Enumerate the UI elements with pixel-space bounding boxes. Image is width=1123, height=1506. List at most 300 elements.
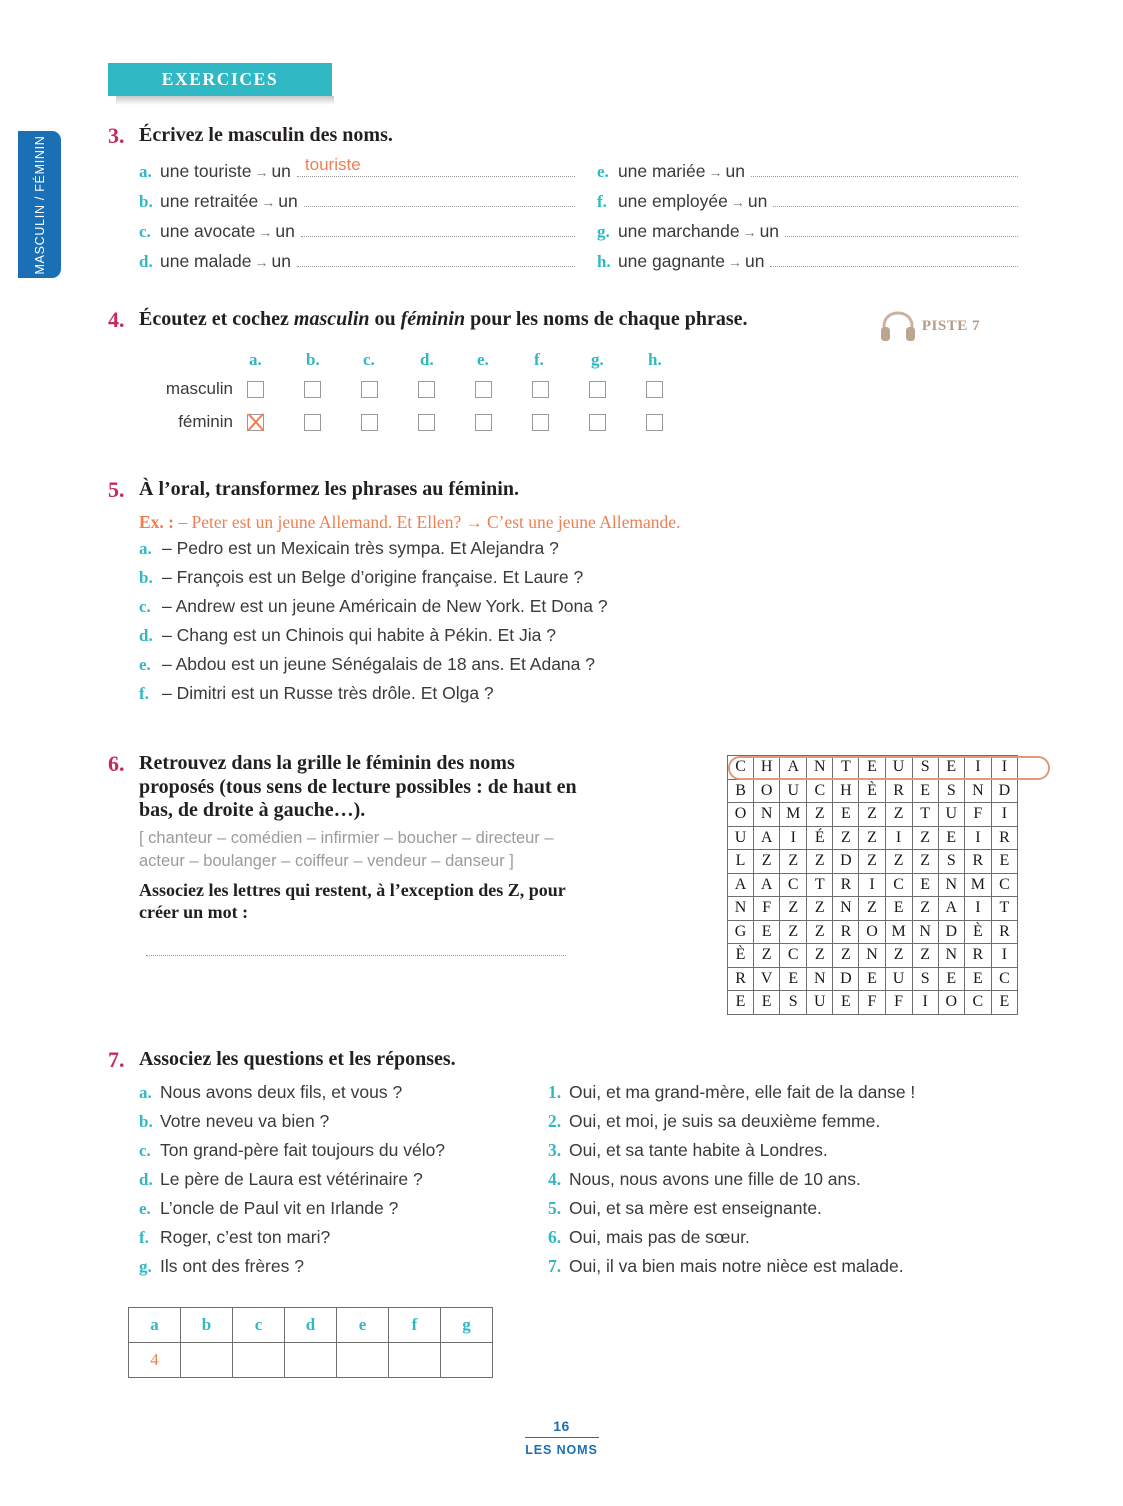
word-grid-cell[interactable]: R bbox=[964, 944, 991, 968]
word-grid-row bbox=[728, 991, 1018, 1015]
exercise-3-left-column bbox=[139, 154, 575, 279]
question-row bbox=[139, 1198, 548, 1227]
item-letter: a. bbox=[139, 161, 152, 181]
item-letter: f. bbox=[139, 683, 149, 703]
arrow-icon: → bbox=[254, 163, 269, 180]
item-letter: e. bbox=[139, 1198, 151, 1218]
word-grid-cell[interactable]: E bbox=[991, 991, 1017, 1015]
exercise-6 bbox=[108, 751, 1018, 1011]
footer-divider bbox=[525, 1437, 599, 1438]
word-grid-cell[interactable]: D bbox=[833, 967, 859, 991]
item-prompt: une mariée bbox=[617, 160, 706, 181]
answer-text: Oui, mais pas de sœur. bbox=[569, 1226, 750, 1247]
checkbox-cell bbox=[247, 381, 304, 398]
exercise-7-columns bbox=[108, 1082, 1018, 1285]
checkbox-cell bbox=[418, 381, 475, 398]
checkbox-feminin-f[interactable] bbox=[532, 414, 549, 431]
exercise-4-grid bbox=[108, 347, 1018, 439]
word-grid-cell[interactable]: A bbox=[938, 897, 964, 921]
word-grid-cell[interactable]: U bbox=[728, 826, 754, 850]
checkbox-feminin-d[interactable] bbox=[418, 414, 435, 431]
question-text: Nous avons deux fils, et vous ? bbox=[160, 1081, 403, 1102]
checkbox-masculin-f[interactable] bbox=[532, 381, 549, 398]
checkbox-feminin-h[interactable] bbox=[646, 414, 663, 431]
word-grid-cell[interactable]: E bbox=[938, 967, 964, 991]
word-grid-cell[interactable]: Z bbox=[912, 897, 938, 921]
checkbox-masculin-h[interactable] bbox=[646, 381, 663, 398]
checkbox-masculin-c[interactable] bbox=[361, 381, 378, 398]
answer-number: 4. bbox=[548, 1168, 562, 1189]
word-grid-cell[interactable]: R bbox=[833, 920, 859, 944]
question-row bbox=[139, 1256, 548, 1285]
exercise-3-item bbox=[139, 249, 575, 279]
answer-table-value-cell[interactable] bbox=[233, 1342, 285, 1377]
word-grid-cell[interactable]: É bbox=[807, 826, 833, 850]
checkbox-feminin-c[interactable] bbox=[361, 414, 378, 431]
answer-number: 7. bbox=[548, 1255, 562, 1276]
word-grid-cell[interactable]: I bbox=[912, 991, 938, 1015]
word-grid-cell[interactable]: E bbox=[859, 756, 885, 780]
word-grid-cell[interactable]: E bbox=[912, 873, 938, 897]
question-row bbox=[139, 1082, 548, 1111]
word-grid-cell[interactable]: I bbox=[991, 944, 1017, 968]
column-header: h. bbox=[648, 349, 662, 369]
word-grid-cell[interactable]: E bbox=[859, 967, 885, 991]
answer-text: Oui, et sa tante habite à Londres. bbox=[569, 1139, 828, 1160]
word-grid-cell[interactable]: A bbox=[728, 873, 754, 897]
word-grid-cell[interactable]: U bbox=[885, 756, 912, 780]
word-grid-row bbox=[728, 826, 1018, 850]
word-grid-cell[interactable]: C bbox=[780, 944, 807, 968]
word-grid-cell[interactable]: Z bbox=[807, 920, 833, 944]
word-grid-cell[interactable]: Z bbox=[780, 850, 807, 874]
answer-row bbox=[548, 1256, 1003, 1285]
checkbox-feminin-a[interactable] bbox=[247, 414, 264, 431]
word-grid-cell[interactable]: E bbox=[780, 967, 807, 991]
word-grid-cell[interactable]: F bbox=[964, 803, 991, 827]
item-letter: a. bbox=[139, 1082, 152, 1102]
answer-table-header-cell: e bbox=[337, 1307, 389, 1342]
word-grid-cell[interactable]: S bbox=[912, 967, 938, 991]
word-grid-cell[interactable]: I bbox=[780, 826, 807, 850]
title-seg: pour les noms de chaque phrase. bbox=[465, 308, 748, 330]
word-grid-cell[interactable]: N bbox=[754, 803, 780, 827]
footer-section-label: LES NOMS bbox=[525, 1443, 598, 1458]
word-grid-cell[interactable]: Z bbox=[780, 897, 807, 921]
row-label: masculin bbox=[165, 379, 233, 399]
word-grid-cell[interactable]: E bbox=[833, 803, 859, 827]
answer-number: 5. bbox=[548, 1197, 562, 1218]
answer-text: Oui, et moi, je suis sa deuxième femme. bbox=[569, 1110, 881, 1131]
checkbox-cell bbox=[361, 381, 418, 398]
exercise-5 bbox=[108, 478, 1018, 712]
word-grid-cell[interactable]: È bbox=[964, 920, 991, 944]
exercise-6-word-list: [ chanteur – comédien – infirmier – boucher – directeur – acteur – boulanger – coiffeur – vendeur – danseur ] bbox=[139, 828, 554, 871]
answer-text: Nous, nous avons une fille de 10 ans. bbox=[569, 1168, 861, 1189]
question-text: Ton grand-père fait toujours du vélo? bbox=[160, 1139, 446, 1160]
word-grid-cell[interactable]: I bbox=[964, 897, 991, 921]
question-text: Le père de Laura est vétérinaire ? bbox=[160, 1168, 423, 1189]
checkbox-masculin-g[interactable] bbox=[589, 381, 606, 398]
word-grid-cell[interactable]: Z bbox=[912, 944, 938, 968]
answer-table-value-cell[interactable] bbox=[441, 1342, 493, 1377]
checkbox-masculin-e[interactable] bbox=[475, 381, 492, 398]
answer-table-value-cell[interactable] bbox=[285, 1342, 337, 1377]
checkbox-cell bbox=[475, 381, 532, 398]
exercise-3-columns bbox=[108, 154, 1018, 279]
word-grid-cell[interactable]: E bbox=[728, 991, 754, 1015]
word-grid-cell[interactable]: E bbox=[938, 826, 964, 850]
item-letter: b. bbox=[139, 1111, 153, 1131]
word-grid-cell[interactable]: N bbox=[859, 944, 885, 968]
word-grid-cell[interactable]: O bbox=[754, 779, 780, 803]
word-grid-cell[interactable]: U bbox=[807, 991, 833, 1015]
item-letter: f. bbox=[139, 1227, 149, 1247]
word-grid-cell[interactable]: V bbox=[754, 967, 780, 991]
answer-blank[interactable] bbox=[785, 219, 1018, 237]
word-grid-cell[interactable]: D bbox=[833, 850, 859, 874]
exercise-7-answer-table[interactable] bbox=[128, 1307, 493, 1378]
item-lead: un bbox=[271, 250, 291, 271]
exercise-4-column-headers bbox=[139, 347, 1018, 373]
checkbox-cell bbox=[418, 414, 475, 431]
word-grid-cell[interactable]: Z bbox=[859, 826, 885, 850]
word-grid-cell[interactable]: C bbox=[964, 991, 991, 1015]
item-text: – Chang est un Chinois qui habite à Pékin. Et Jia ? bbox=[162, 624, 556, 645]
word-grid-row bbox=[728, 920, 1018, 944]
answer-table-value-cell[interactable]: 4 bbox=[129, 1342, 181, 1377]
word-grid-cell[interactable]: C bbox=[991, 967, 1017, 991]
word-grid-cell[interactable]: M bbox=[780, 803, 807, 827]
word-grid-cell[interactable]: I bbox=[964, 826, 991, 850]
item-prompt: une avocate bbox=[160, 220, 256, 241]
arrow-icon: → bbox=[465, 512, 483, 532]
answer-blank[interactable] bbox=[751, 159, 1018, 177]
exercise-5-number: 5. bbox=[108, 477, 125, 502]
word-grid-cell[interactable]: C bbox=[780, 873, 807, 897]
word-grid-cell[interactable]: M bbox=[885, 920, 912, 944]
answer-text: Oui, et ma grand-mère, elle fait de la danse ! bbox=[569, 1081, 916, 1102]
exercise-7-title: Associez les questions et les réponses. bbox=[139, 1048, 456, 1070]
title-seg: ou bbox=[369, 308, 401, 330]
word-grid-cell[interactable]: A bbox=[754, 873, 780, 897]
checkbox-cell bbox=[247, 414, 304, 431]
answer-text: touriste bbox=[304, 154, 361, 174]
exercise-4-title bbox=[139, 308, 748, 332]
answer-blank[interactable] bbox=[304, 189, 575, 207]
item-lead: un bbox=[745, 250, 765, 271]
item-letter: d. bbox=[139, 1169, 153, 1189]
question-text: Roger, c’est ton mari? bbox=[160, 1226, 331, 1247]
word-grid-row bbox=[728, 803, 1018, 827]
word-grid-cell[interactable]: Z bbox=[885, 803, 912, 827]
answer-table-header-cell: d bbox=[285, 1307, 337, 1342]
word-grid-cell[interactable]: C bbox=[728, 756, 754, 780]
example-text: – Peter est un jeune Allemand. Et Ellen? bbox=[178, 511, 462, 532]
word-grid-cell[interactable]: C bbox=[885, 873, 912, 897]
word-grid-cell[interactable]: R bbox=[991, 920, 1017, 944]
arrow-icon: → bbox=[258, 223, 273, 240]
exercise-6-title: Retrouvez dans la grille le féminin des noms proposés (tous sens de lecture possibles : de haut en bas, de droite à gauche…). bbox=[139, 752, 577, 822]
word-grid-cell[interactable]: N bbox=[833, 897, 859, 921]
arrow-icon: → bbox=[254, 253, 269, 270]
answer-table-value-cell[interactable] bbox=[389, 1342, 441, 1377]
answer-row bbox=[548, 1198, 1003, 1227]
banner-shadow bbox=[116, 96, 334, 105]
item-letter: a. bbox=[139, 538, 152, 558]
word-grid-cell[interactable]: R bbox=[991, 826, 1017, 850]
word-grid-cell[interactable]: C bbox=[991, 873, 1017, 897]
word-grid-cell[interactable]: B bbox=[728, 779, 754, 803]
word-grid-cell[interactable]: Z bbox=[807, 897, 833, 921]
word-grid-cell[interactable]: D bbox=[991, 779, 1017, 803]
word-grid-cell[interactable]: N bbox=[964, 779, 991, 803]
item-lead: un bbox=[278, 190, 298, 211]
answer-blank[interactable] bbox=[297, 154, 575, 177]
exercise-3-title: Écrivez le masculin des noms. bbox=[139, 124, 393, 146]
item-lead: un bbox=[747, 190, 768, 211]
word-grid-cell[interactable]: È bbox=[728, 944, 754, 968]
exercise-3-item bbox=[597, 159, 1018, 189]
column-header: a. bbox=[249, 349, 262, 369]
title-em-feminin: féminin bbox=[400, 308, 466, 330]
arrow-icon: → bbox=[708, 163, 723, 180]
item-letter: e. bbox=[596, 161, 609, 181]
question-text: L’oncle de Paul vit en Irlande ? bbox=[160, 1197, 399, 1218]
word-grid-cell[interactable]: U bbox=[885, 967, 912, 991]
word-grid-cell[interactable]: R bbox=[833, 873, 859, 897]
item-letter: c. bbox=[139, 596, 151, 616]
exercise-4-row-feminin bbox=[139, 406, 1018, 439]
exercise-5-item bbox=[139, 625, 1018, 654]
word-grid-cell[interactable]: R bbox=[728, 967, 754, 991]
checkbox-cell bbox=[475, 414, 532, 431]
column-header: f. bbox=[534, 349, 544, 369]
headphones-icon bbox=[879, 310, 917, 342]
word-grid-cell[interactable]: E bbox=[991, 850, 1017, 874]
word-grid-cell[interactable]: Z bbox=[780, 920, 807, 944]
example-label: Ex. : bbox=[139, 511, 174, 532]
answer-blank[interactable] bbox=[773, 189, 1018, 207]
item-lead: un bbox=[275, 220, 295, 241]
word-grid-cell[interactable]: D bbox=[938, 920, 964, 944]
answer-row bbox=[548, 1169, 1003, 1198]
item-letter: e. bbox=[139, 654, 151, 674]
answer-blank[interactable] bbox=[770, 249, 1018, 267]
word-grid-cell[interactable]: Z bbox=[912, 850, 938, 874]
word-grid-cell[interactable]: E bbox=[754, 920, 780, 944]
exercise-5-item bbox=[139, 683, 1018, 712]
word-grid-cell[interactable]: N bbox=[938, 873, 964, 897]
answer-table-value-row bbox=[129, 1342, 493, 1377]
word-grid-cell[interactable]: I bbox=[991, 803, 1017, 827]
word-grid-cell[interactable]: Z bbox=[807, 803, 833, 827]
word-search-grid[interactable] bbox=[727, 755, 1018, 1015]
word-grid-cell[interactable]: Z bbox=[859, 897, 885, 921]
item-letter: g. bbox=[596, 221, 610, 241]
exercise-5-item bbox=[139, 567, 1018, 596]
arrow-icon: → bbox=[261, 193, 276, 210]
answer-row bbox=[548, 1111, 1003, 1140]
item-letter: g. bbox=[139, 1256, 152, 1276]
word-grid-cell[interactable]: Z bbox=[833, 944, 859, 968]
column-header: g. bbox=[591, 349, 604, 369]
checkbox-feminin-g[interactable] bbox=[589, 414, 606, 431]
word-grid-cell[interactable]: Z bbox=[885, 944, 912, 968]
word-grid-cell[interactable]: T bbox=[807, 873, 833, 897]
answer-table-header-cell: b bbox=[181, 1307, 233, 1342]
exercise-3-item bbox=[597, 219, 1018, 249]
checkbox-masculin-a[interactable] bbox=[247, 381, 264, 398]
checkbox-cell bbox=[532, 381, 589, 398]
title-seg: Écoutez et cochez bbox=[139, 308, 294, 330]
word-grid-cell[interactable]: R bbox=[964, 850, 991, 874]
item-letter: h. bbox=[596, 251, 611, 271]
word-grid-cell[interactable]: O bbox=[728, 803, 754, 827]
word-grid-cell[interactable]: S bbox=[938, 779, 964, 803]
item-prompt: une marchande bbox=[617, 220, 740, 241]
word-grid-cell[interactable]: Z bbox=[754, 850, 780, 874]
item-prompt: une gagnante bbox=[617, 250, 725, 271]
item-lead: un bbox=[759, 220, 780, 241]
chapter-side-tab bbox=[18, 131, 61, 278]
word-grid-cell[interactable]: È bbox=[859, 779, 885, 803]
word-grid-cell[interactable]: E bbox=[912, 779, 938, 803]
word-grid-cell[interactable]: N bbox=[912, 920, 938, 944]
word-grid-cell[interactable]: H bbox=[833, 779, 859, 803]
word-grid-cell[interactable]: N bbox=[807, 967, 833, 991]
word-grid-cell[interactable]: L bbox=[728, 850, 754, 874]
item-letter: b. bbox=[139, 567, 153, 587]
word-search-grid-wrapper bbox=[727, 755, 1018, 1015]
word-grid-cell[interactable]: S bbox=[912, 756, 938, 780]
word-grid-cell[interactable]: R bbox=[885, 779, 912, 803]
exercise-4 bbox=[108, 308, 1018, 439]
question-row bbox=[139, 1140, 548, 1169]
checkbox-feminin-e[interactable] bbox=[475, 414, 492, 431]
page-number: 16 bbox=[553, 1418, 570, 1434]
word-grid-cell[interactable]: Z bbox=[754, 944, 780, 968]
exercise-3-right-column bbox=[597, 159, 1018, 279]
banner-label: EXERCICES bbox=[161, 69, 279, 89]
exercise-3 bbox=[108, 124, 1018, 279]
piste-label: PISTE 7 bbox=[921, 317, 980, 334]
column-header: c. bbox=[363, 349, 375, 369]
answer-blank[interactable] bbox=[301, 219, 575, 237]
word-grid-cell[interactable]: F bbox=[754, 897, 780, 921]
item-letter: d. bbox=[139, 625, 153, 645]
item-text: – Pedro est un Mexicain très sympa. Et Alejandra ? bbox=[162, 537, 559, 558]
word-grid-cell[interactable]: U bbox=[780, 779, 807, 803]
exercise-3-number: 3. bbox=[108, 123, 125, 148]
answer-number: 2. bbox=[548, 1110, 562, 1131]
checkbox-feminin-b[interactable] bbox=[304, 414, 321, 431]
answer-text: Oui, il va bien mais notre nièce est malade. bbox=[569, 1255, 904, 1276]
title-em-masculin: masculin bbox=[293, 308, 370, 330]
word-grid-cell[interactable]: Z bbox=[833, 826, 859, 850]
answer-blank[interactable] bbox=[297, 249, 575, 267]
column-header: d. bbox=[420, 349, 434, 369]
word-grid-cell[interactable]: T bbox=[912, 803, 938, 827]
column-header: b. bbox=[306, 349, 320, 369]
word-grid-cell[interactable]: A bbox=[780, 756, 807, 780]
word-grid-cell[interactable]: E bbox=[754, 991, 780, 1015]
exercise-3-header bbox=[108, 124, 1018, 149]
word-grid-cell[interactable]: Z bbox=[912, 826, 938, 850]
word-grid-cell[interactable]: E bbox=[833, 991, 859, 1015]
row-label: féminin bbox=[178, 412, 233, 432]
word-grid-cell[interactable]: M bbox=[964, 873, 991, 897]
word-grid-cell[interactable]: U bbox=[938, 803, 964, 827]
answer-number: 6. bbox=[548, 1226, 562, 1247]
word-grid-row bbox=[728, 873, 1018, 897]
answer-number: 3. bbox=[548, 1139, 562, 1160]
word-grid-cell[interactable]: Z bbox=[807, 850, 833, 874]
word-grid-cell[interactable]: C bbox=[807, 779, 833, 803]
word-grid-cell[interactable]: E bbox=[938, 756, 964, 780]
checkbox-masculin-d[interactable] bbox=[418, 381, 435, 398]
answer-table-value-cell[interactable] bbox=[337, 1342, 389, 1377]
item-letter: c. bbox=[139, 221, 151, 241]
exercise-5-items bbox=[108, 538, 1018, 712]
word-grid-cell[interactable]: F bbox=[885, 991, 912, 1015]
word-grid-cell[interactable]: O bbox=[859, 920, 885, 944]
word-grid-cell[interactable]: Z bbox=[859, 850, 885, 874]
word-grid-cell[interactable]: Z bbox=[885, 850, 912, 874]
word-grid-cell[interactable]: Z bbox=[807, 944, 833, 968]
word-grid-cell[interactable]: H bbox=[754, 756, 780, 780]
word-grid-cell[interactable]: I bbox=[859, 873, 885, 897]
word-grid-row bbox=[728, 944, 1018, 968]
question-text: Votre neveu va bien ? bbox=[160, 1110, 330, 1131]
word-grid-cell[interactable]: I bbox=[885, 826, 912, 850]
word-grid-cell[interactable]: T bbox=[833, 756, 859, 780]
answer-table-header-cell: a bbox=[129, 1307, 181, 1342]
answer-table-value-cell[interactable] bbox=[181, 1342, 233, 1377]
answer-table-header-cell: f bbox=[389, 1307, 441, 1342]
exercise-5-example bbox=[108, 512, 1018, 533]
answer-table-header-cell: c bbox=[233, 1307, 285, 1342]
word-grid-cell[interactable]: S bbox=[780, 991, 807, 1015]
word-grid-cell[interactable]: F bbox=[859, 991, 885, 1015]
banner-body bbox=[108, 63, 332, 96]
word-grid-row bbox=[728, 897, 1018, 921]
word-grid-cell[interactable]: N bbox=[938, 944, 964, 968]
word-grid-cell[interactable]: I bbox=[964, 756, 991, 780]
word-grid-cell[interactable]: Z bbox=[859, 803, 885, 827]
word-grid-cell[interactable]: A bbox=[754, 826, 780, 850]
exercise-3-item bbox=[597, 189, 1018, 219]
word-grid-cell[interactable]: N bbox=[728, 897, 754, 921]
word-grid-cell[interactable]: S bbox=[938, 850, 964, 874]
item-letter: f. bbox=[596, 191, 607, 211]
word-grid-cell[interactable]: G bbox=[728, 920, 754, 944]
exercise-5-title: À l’oral, transformez les phrases au féminin. bbox=[139, 478, 519, 500]
checkbox-masculin-b[interactable] bbox=[304, 381, 321, 398]
word-grid-cell[interactable]: N bbox=[807, 756, 833, 780]
checkbox-cell bbox=[304, 381, 361, 398]
checkbox-cell bbox=[589, 414, 646, 431]
word-grid-cell[interactable]: O bbox=[938, 991, 964, 1015]
exercise-6-subtitle: Associez les lettres qui restent, à l’exception des Z, pour créer un mot : bbox=[139, 879, 566, 923]
word-grid-cell[interactable]: T bbox=[991, 897, 1017, 921]
word-grid-cell[interactable]: I bbox=[991, 756, 1017, 780]
exercise-5-item bbox=[139, 654, 1018, 683]
exercise-7-questions bbox=[108, 1082, 548, 1285]
word-grid-cell[interactable]: E bbox=[964, 967, 991, 991]
exercise-6-answer-blank[interactable] bbox=[146, 952, 566, 956]
word-grid-cell[interactable]: E bbox=[885, 897, 912, 921]
